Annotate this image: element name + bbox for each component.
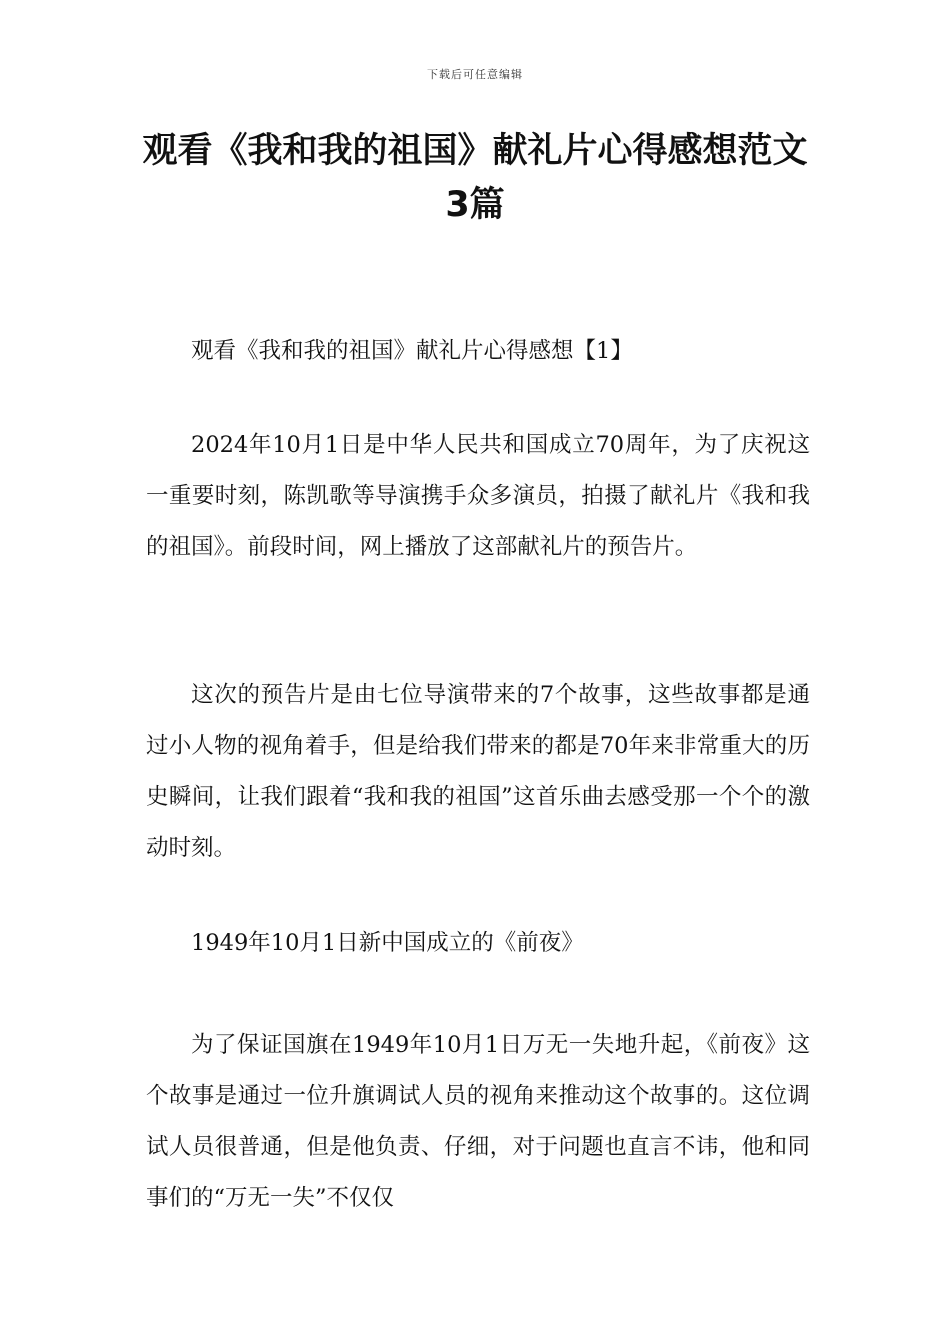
body-paragraph (146, 420, 810, 573)
paragraph: 为了保证国旗在1949年10月1日万无一失地升起，《前夜》这个故事是通过一位升旗调试人员的视角来推动这个故事的。这位调试人员很普通，但是他负责、仔细，对于问题也直言不讳，他和同事们的“万无一失”不仅仅 (146, 1032, 810, 1211)
document-title: 观看《我和我的祖国》献礼片心得感想范文3篇 (142, 131, 808, 225)
section-heading (146, 326, 810, 377)
subsection-heading (146, 918, 810, 969)
paragraph: 观看《我和我的祖国》献礼片心得感想【1】 (191, 338, 633, 364)
header-note: 下载后可任意编辑 (427, 68, 523, 81)
body-paragraph (146, 670, 810, 874)
body-paragraph (146, 1020, 810, 1224)
paragraph: 这次的预告片是由七位导演带来的7个故事，这些故事都是通过小人物的视角着手，但是给我们带来的都是70年来非常重大的历史瞬间，让我们跟着“我和我的祖国”这首乐曲去感受那一个个的激动时刻。 (146, 682, 810, 861)
paragraph: 1949年10月1日新中国成立的《前夜》 (191, 930, 584, 956)
paragraph: 2024年10月1日是中华人民共和国成立70周年，为了庆祝这一重要时刻，陈凯歌等导演携手众多演员，拍摄了献礼片《我和我的祖国》。前段时间，网上播放了这部献礼片的预告片。 (146, 432, 810, 560)
